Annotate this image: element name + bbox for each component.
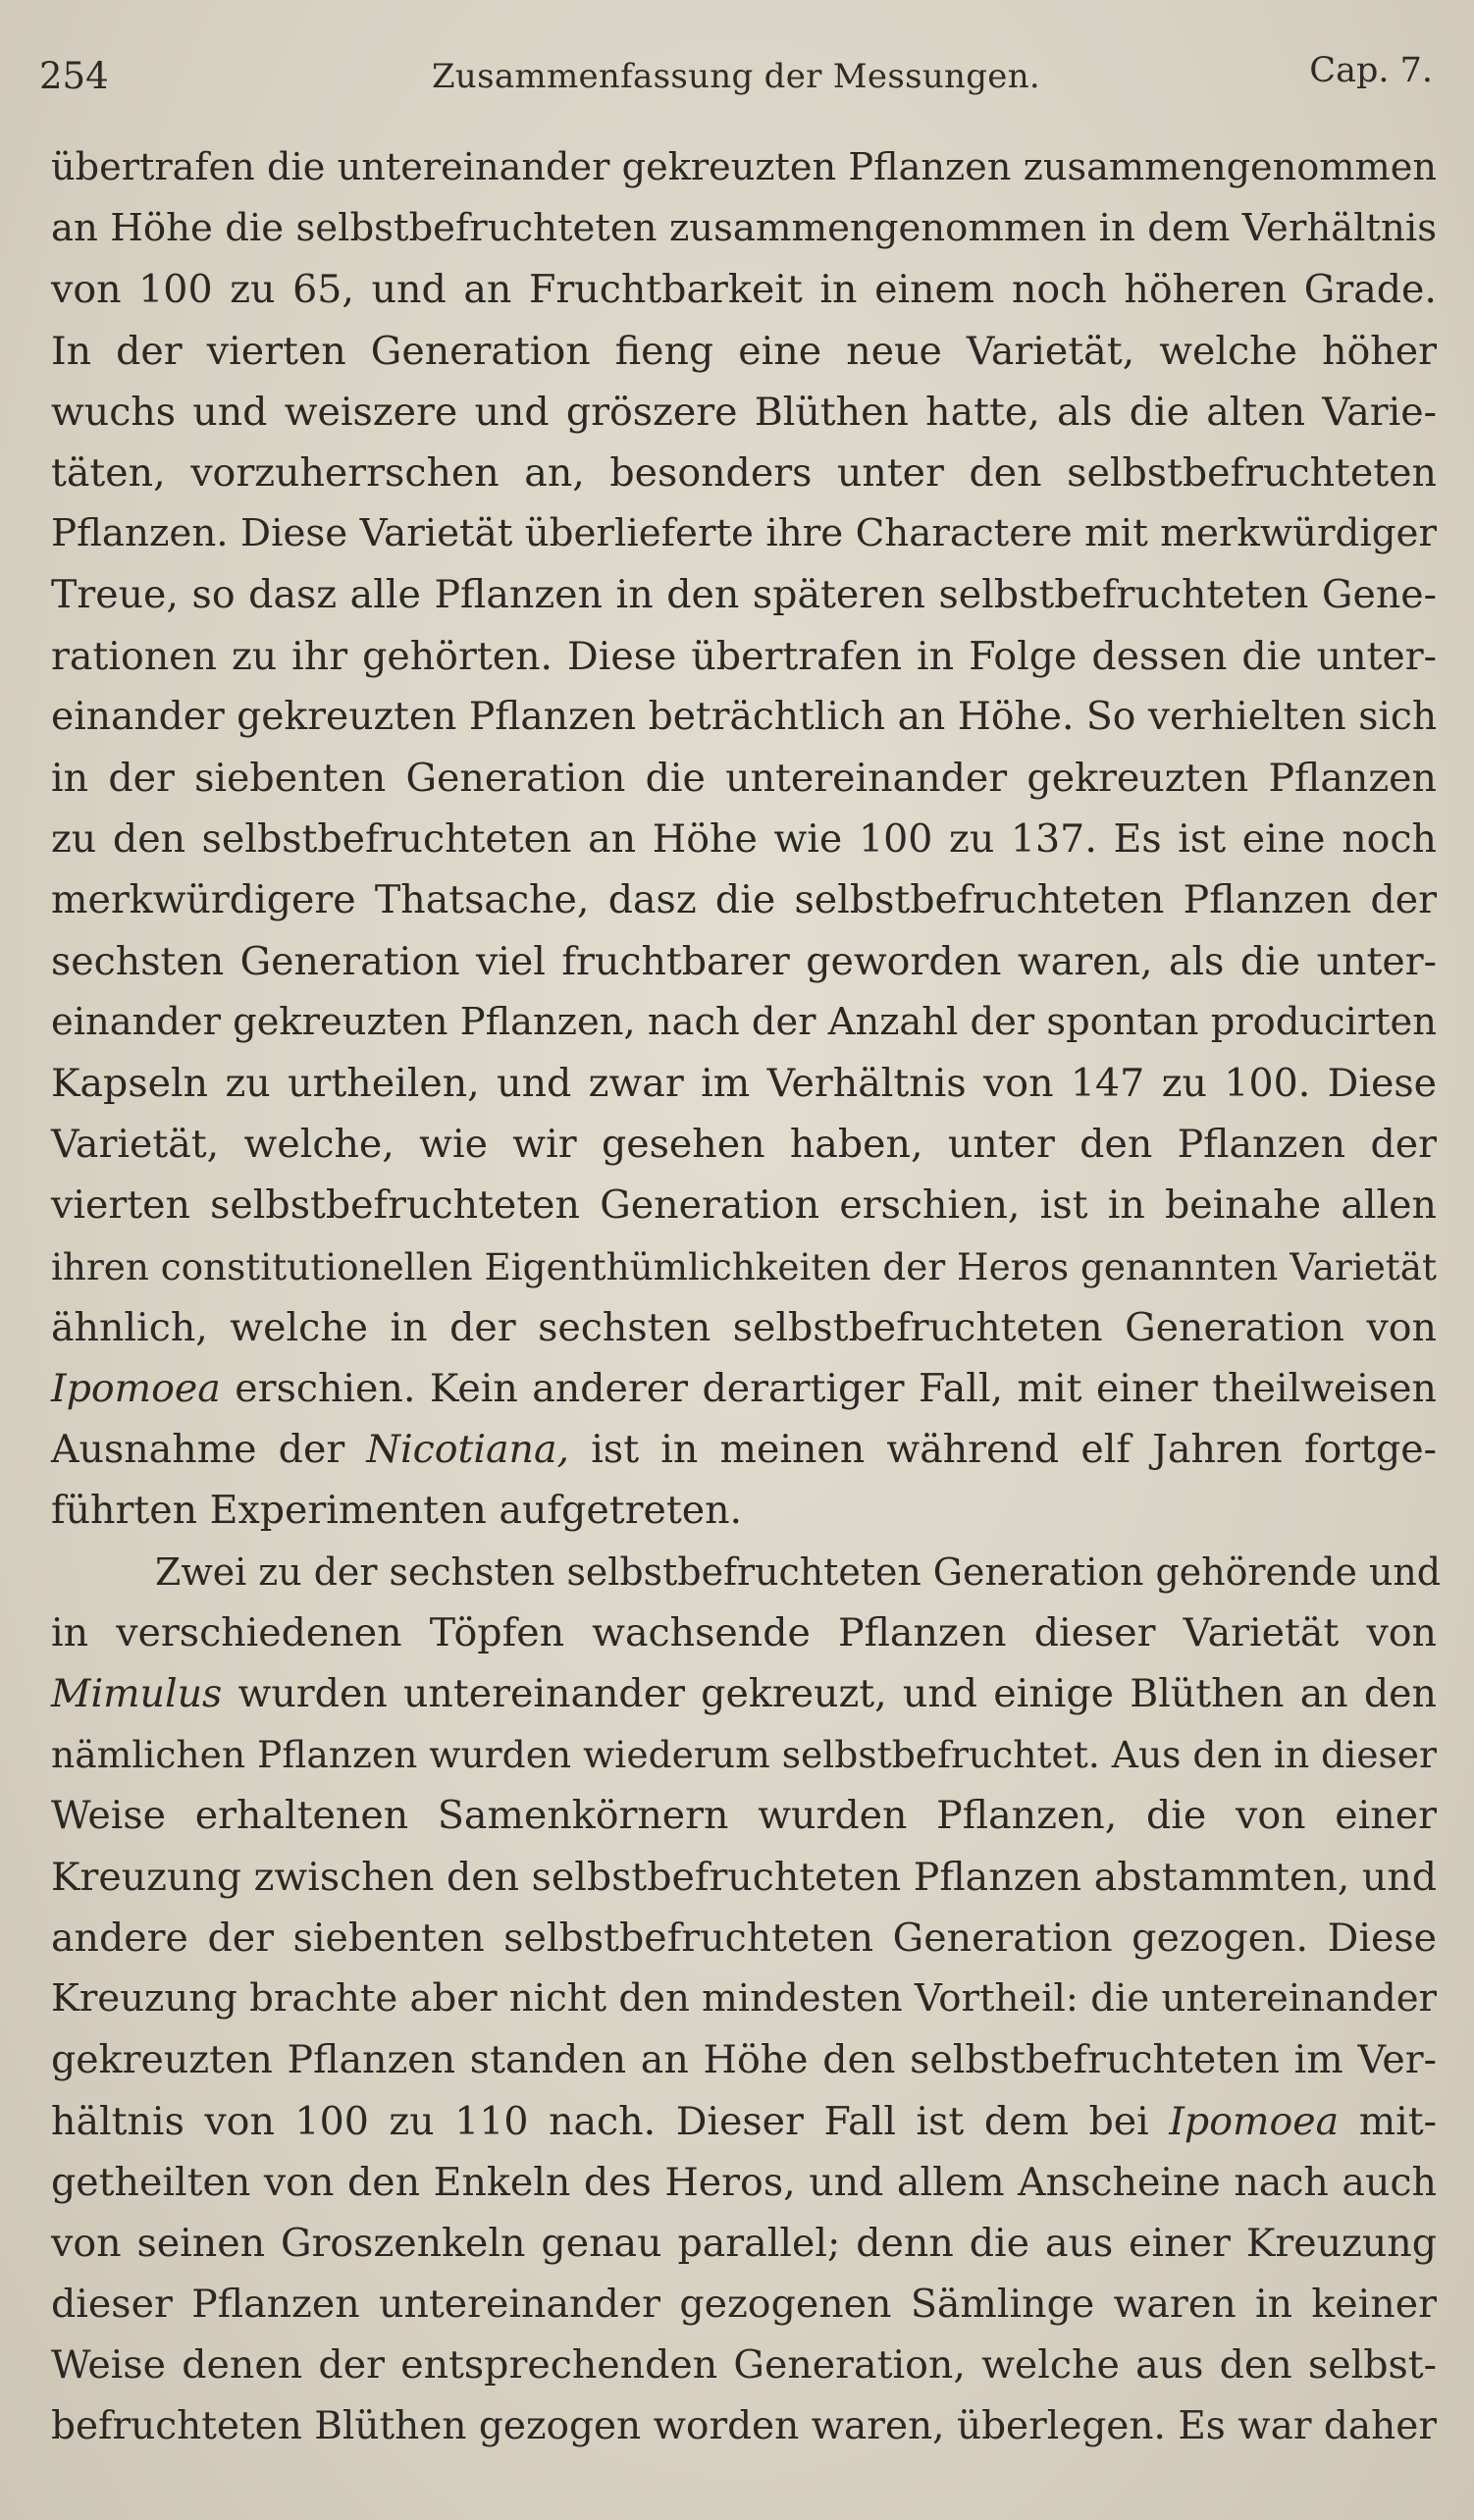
text-line: führten Experimenten aufgetreten. [51, 1488, 743, 1534]
text-line: ihren constitutionellen Eigenthümlichkeiten der Heros genannten Varietät [51, 1244, 1437, 1288]
paragraph-1 [51, 137, 1437, 1542]
running-title: Zusammenfassung der Messungen. [431, 57, 1041, 96]
text-line: In der vierten Generation fieng eine neue Varietät, welche höher [51, 328, 1437, 374]
text-line: befruchteten Blüthen gezogen worden waren, überlegen. Es war daher [51, 2403, 1437, 2448]
text-line: in verschiedenen Töpfen wachsende Pflanzen dieser Varietät von [51, 1609, 1437, 1655]
text-segment: ist in meinen während elf Jahren fortge- [569, 1427, 1438, 1473]
text-line: von 100 zu 65, und an Fruchtbarkeit in einem noch höheren Grade. [51, 267, 1437, 313]
text-line: Weise denen der entsprechenden Generation, welche aus den selbst- [51, 2342, 1437, 2389]
text-line: wuchs und weiszere und gröszere Blüthen hatte, als die alten Varie- [51, 389, 1437, 435]
text-line: Kreuzung zwischen den selbstbefruchteten Pflanzen abstammten, und [51, 1854, 1437, 1900]
text-line: merkwürdigere Thatsache, dasz die selbstbefruchteten Pflanzen der [51, 877, 1437, 923]
text-line: gekreuzten Pflanzen standen an Höhe den selbstbefruchteten im Ver- [51, 2037, 1437, 2083]
chapter-label: Cap. 7. [1309, 51, 1433, 90]
text-segment: mit- [1339, 2098, 1437, 2144]
text-line: einander gekreuzten Pflanzen beträchtlich an Höhe. So verhielten sich [51, 694, 1438, 739]
text-line: rationen zu ihr gehörten. Diese übertrafen in Folge dessen die unter- [51, 633, 1437, 679]
page-number: 254 [39, 55, 109, 97]
text-line [51, 1358, 1437, 1419]
page-body [51, 137, 1442, 2457]
text-line: Kapseln zu urtheilen, und zwar im Verhältnis von 147 zu 100. Diese [51, 1061, 1437, 1107]
text-line: ähnlich, welche in der sechsten selbstbefruchteten Generation von [51, 1304, 1437, 1350]
italic-term: Mimulus [51, 1671, 223, 1717]
text-line: in der siebenten Generation die untereinander gekreuzten Pflanzen [51, 756, 1437, 802]
text-line: sechsten Generation viel fruchtbarer geworden waren, als die unter- [51, 938, 1437, 984]
text-line [51, 1419, 1437, 1480]
text-line: andere der siebenten selbstbefruchteten Generation gezogen. Diese [51, 1915, 1437, 1961]
text-line: nämlichen Pflanzen wurden wiederum selbstbefruchtet. Aus den in dieser [51, 1733, 1437, 1777]
text-line [51, 2091, 1437, 2152]
text-line: zu den selbstbefruchteten an Höhe wie 100 zu 137. Es ist eine noch [51, 816, 1437, 863]
text-line: einander gekreuzten Pflanzen, nach der Anzahl der spontan producirten [51, 999, 1437, 1044]
text-line: Weise erhaltenen Samenkörnern wurden Pflanzen, die von einer [51, 1793, 1437, 1839]
text-line [51, 1663, 1437, 1724]
italic-term: Ipomoea [51, 1366, 221, 1412]
text-line: Kreuzung brachte aber nicht den mindesten Vortheil: die untereinander [51, 1976, 1437, 2021]
text-line: vierten selbstbefruchteten Generation erschien, ist in beinahe allen [51, 1182, 1437, 1229]
text-line: Zwei zu der sechsten selbstbefruchteten Generation gehörende und [155, 1549, 1442, 1594]
text-line: Pflanzen. Diese Varietät überlieferte ihre Charactere mit merkwürdiger [51, 511, 1437, 556]
italic-term: Nicotiana, [366, 1427, 570, 1473]
page-header [39, 47, 1433, 106]
italic-term: Ipomoea [1169, 2098, 1340, 2144]
text-line: täten, vorzuherrschen an, besonders unter den selbstbefruchteten [51, 450, 1437, 497]
text-segment: wurden untereinander gekreuzt, und einige Blüthen an den [222, 1671, 1437, 1717]
text-line: an Höhe die selbstbefruchteten zusammengenommen in dem Verhältnis [51, 206, 1437, 251]
text-segment: Ausnahme der [51, 1427, 367, 1473]
text-line: Treue, so dasz alle Pflanzen in den späteren selbstbefruchteten Gene- [51, 572, 1437, 618]
text-line: von seinen Groszenkeln genau parallel; denn die aus einer Kreuzung [51, 2220, 1437, 2266]
text-line: übertrafen die untereinander gekreuzten Pflanzen zusammengenommen [51, 146, 1437, 189]
text-line: dieser Pflanzen untereinander gezogenen Sämlinge waren in keiner [51, 2282, 1437, 2328]
text-segment: erschien. Kein anderer derartiger Fall, mit einer theilweisen [220, 1366, 1437, 1412]
text-line: getheilten von den Enkeln des Heros, und allem Anscheine nach auch [51, 2159, 1437, 2205]
text-segment: hältnis von 100 zu 110 nach. Dieser Fall ist dem bei [51, 2098, 1170, 2144]
paragraph-2 [51, 1542, 1442, 2457]
text-line: Varietät, welche, wie wir gesehen haben, unter den Pflanzen der [51, 1122, 1437, 1168]
